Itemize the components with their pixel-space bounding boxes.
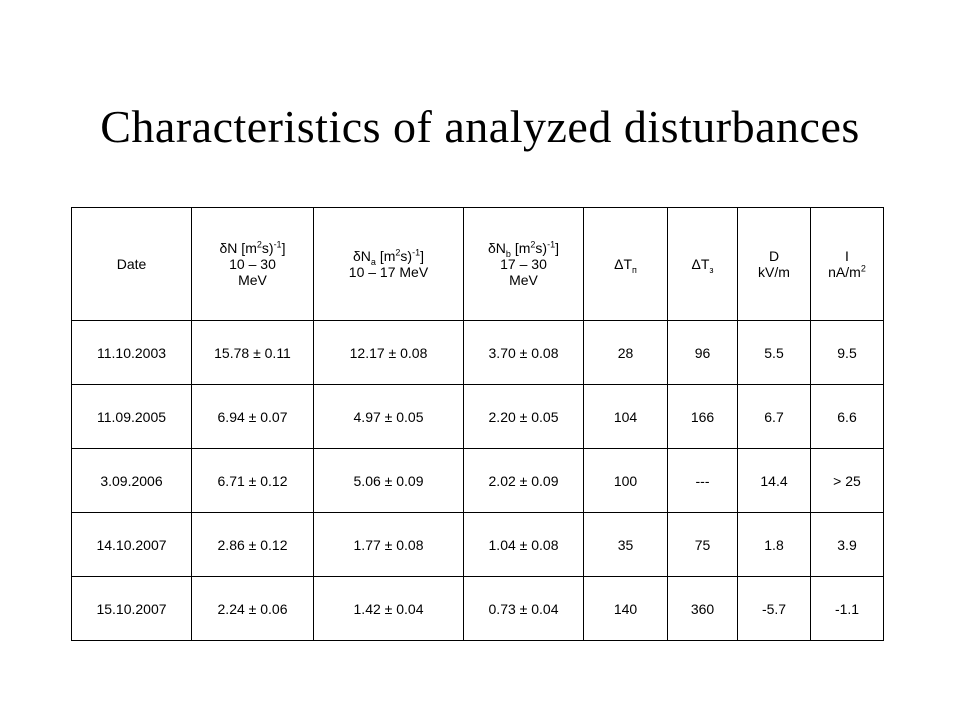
cell-dtp: 35 [584, 513, 668, 577]
header-dna-sub: a [370, 256, 376, 267]
cell-dtz: 96 [668, 321, 738, 385]
header-dtz-sub: з [709, 264, 714, 275]
cell-dn: 6.94 ± 0.07 [192, 385, 314, 449]
cell-dna: 5.06 ± 0.09 [314, 449, 464, 513]
cell-dtp: 140 [584, 577, 668, 641]
cell-i: -1.1 [811, 577, 884, 641]
header-dn-range: 10 – 30 [229, 256, 276, 272]
header-dnb-sub: b [505, 248, 511, 259]
cell-dtp: 100 [584, 449, 668, 513]
disturbances-table [71, 207, 884, 641]
cell-date: 3.09.2006 [72, 449, 192, 513]
header-dna-sup1: 2 [395, 247, 401, 258]
cell-dnb: 1.04 ± 0.08 [464, 513, 584, 577]
header-dtp [584, 208, 668, 321]
header-dn-post: ] [281, 240, 286, 256]
cell-dna: 4.97 ± 0.05 [314, 385, 464, 449]
header-dn-sup1: 2 [256, 239, 262, 250]
table-body [72, 321, 884, 641]
header-dnb-range: 17 – 30 [500, 256, 547, 272]
header-dnb-sup2: -1 [547, 239, 556, 250]
header-dna-mid1: [m [375, 248, 396, 264]
header-dna-mid2: s) [400, 248, 413, 264]
cell-dn: 15.78 ± 0.11 [192, 321, 314, 385]
cell-dtz: 166 [668, 385, 738, 449]
cell-dn: 2.24 ± 0.06 [192, 577, 314, 641]
cell-dnb: 2.02 ± 0.09 [464, 449, 584, 513]
header-dn-sup2: -1 [273, 239, 282, 250]
header-dnb-mid2: s) [535, 240, 548, 256]
page-title: Characteristics of analyzed disturbances [100, 101, 860, 152]
cell-dtp: 104 [584, 385, 668, 449]
cell-dna: 12.17 ± 0.08 [314, 321, 464, 385]
cell-dtz: --- [668, 449, 738, 513]
header-dtp-sub: п [632, 264, 637, 275]
header-dtz [668, 208, 738, 321]
header-date-label: Date [116, 256, 147, 272]
header-dna-text: δN [353, 248, 371, 264]
header-dnb-units [466, 239, 581, 259]
table-row [72, 449, 884, 513]
header-d-unit: kV/m [758, 264, 790, 280]
cell-date: 14.10.2007 [72, 513, 192, 577]
cell-d: 5.5 [738, 321, 811, 385]
cell-dna: 1.77 ± 0.08 [314, 513, 464, 577]
cell-d: 14.4 [738, 449, 811, 513]
header-dna-sup2: -1 [412, 247, 421, 258]
table-row [72, 385, 884, 449]
table-row [72, 321, 884, 385]
cell-date: 11.09.2005 [72, 385, 192, 449]
header-dnb-energy: MeV [509, 272, 538, 288]
header-dna-post: ] [420, 248, 424, 264]
header-dnb [464, 208, 584, 321]
header-dtz-text: ΔT [691, 256, 710, 272]
header-dna-range: 10 – 17 MeV [348, 264, 429, 280]
header-dn-mid: s) [261, 240, 274, 256]
cell-dn: 2.86 ± 0.12 [192, 513, 314, 577]
header-dnb-sup1: 2 [530, 239, 536, 250]
table-row [72, 577, 884, 641]
header-i-symbol: I [845, 248, 849, 264]
header-date [72, 208, 192, 321]
cell-date: 11.10.2003 [72, 321, 192, 385]
cell-d: -5.7 [738, 577, 811, 641]
cell-i: 9.5 [811, 321, 884, 385]
cell-dtp: 28 [584, 321, 668, 385]
cell-dtz: 75 [668, 513, 738, 577]
cell-i: 3.9 [811, 513, 884, 577]
header-i-unit-text: nA/m [828, 264, 861, 280]
cell-dtz: 360 [668, 577, 738, 641]
header-d [738, 208, 811, 321]
cell-dnb: 2.20 ± 0.05 [464, 385, 584, 449]
table-row [72, 513, 884, 577]
header-i [811, 208, 884, 321]
header-dn-units [194, 240, 311, 256]
cell-date: 15.10.2007 [72, 577, 192, 641]
cell-i: 6.6 [811, 385, 884, 449]
cell-d: 6.7 [738, 385, 811, 449]
cell-dna: 1.42 ± 0.04 [314, 577, 464, 641]
header-d-symbol: D [768, 248, 780, 264]
cell-i: > 25 [811, 449, 884, 513]
header-i-unit [813, 264, 881, 280]
header-dnb-mid1: [m [510, 240, 531, 256]
header-i-unit-sup: 2 [860, 263, 866, 274]
header-dn [192, 208, 314, 321]
header-dnb-post: ] [555, 240, 559, 256]
header-dnb-text: δN [488, 240, 506, 256]
cell-dnb: 0.73 ± 0.04 [464, 577, 584, 641]
header-dn-energy: MeV [238, 272, 267, 288]
header-dna [314, 208, 464, 321]
cell-dnb: 3.70 ± 0.08 [464, 321, 584, 385]
header-row [72, 208, 884, 321]
cell-d: 1.8 [738, 513, 811, 577]
header-dtp-text: ΔT [614, 256, 633, 272]
header-dn-text: δN [m [219, 240, 257, 256]
cell-dn: 6.71 ± 0.12 [192, 449, 314, 513]
header-dna-units [316, 247, 461, 267]
